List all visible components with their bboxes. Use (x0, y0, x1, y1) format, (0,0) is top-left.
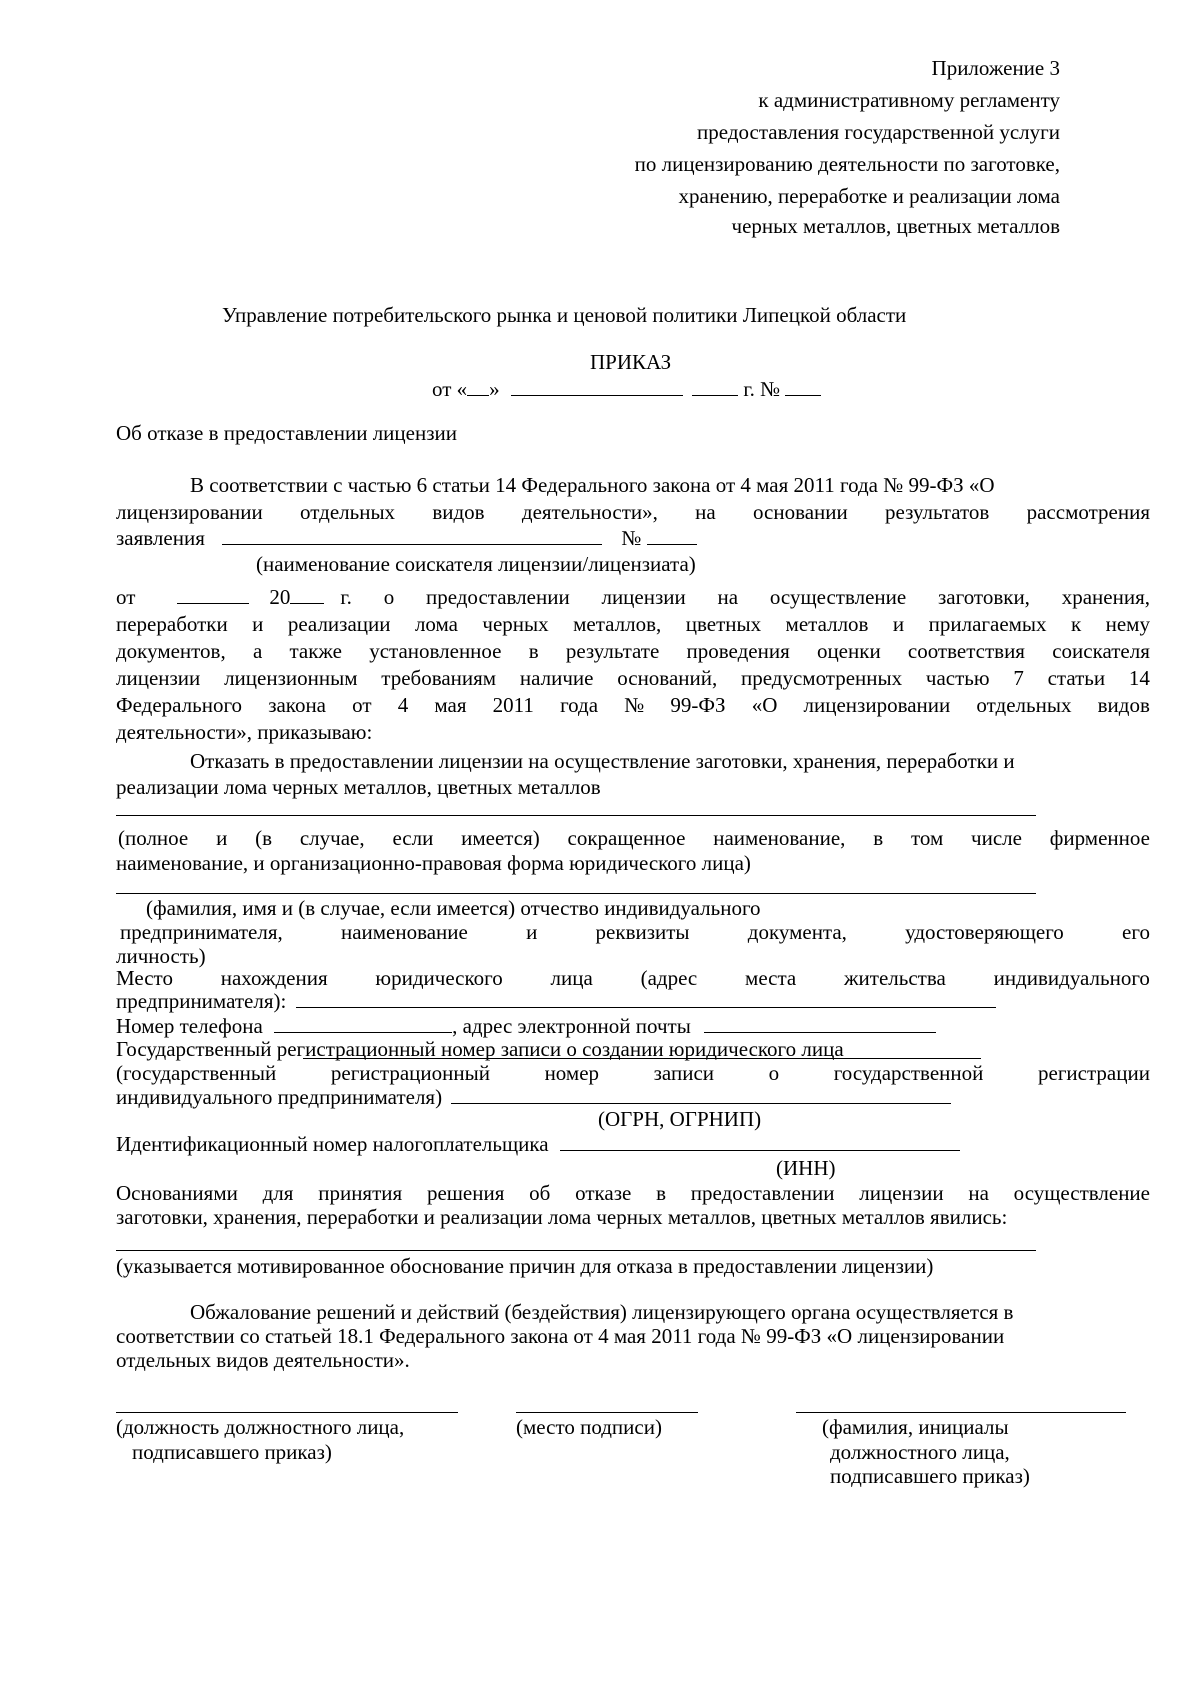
word: числе (971, 826, 1022, 850)
para1-line-5: от 20 г. о предоставлении лицензии на осуществление заготовки, хранения, (116, 585, 1150, 609)
word: видов (1097, 693, 1150, 717)
appendix-line-4: по лицензированию деятельности по заготовке, (634, 152, 1060, 176)
appeal-line-1: Обжалование решений и действий (бездействия) лицензирующего органа осуществляется в (190, 1300, 1014, 1324)
word: № (624, 693, 645, 717)
word: документа, (747, 920, 847, 944)
word: (полное (118, 826, 189, 850)
word: прилагаемых (928, 612, 1047, 636)
appendix-line-5: хранению, переработке и реализации лома (678, 184, 1060, 208)
word: если (392, 826, 434, 850)
word: места (745, 966, 797, 990)
word: (государственный (116, 1061, 277, 1085)
month-blank (511, 377, 683, 396)
order-title: ПРИКАЗ (590, 350, 672, 374)
ogrn-blank (451, 1085, 951, 1104)
word: регистрационный (330, 1061, 490, 1085)
word: и (252, 612, 264, 636)
para2-line-1: Отказать в предоставлении лицензии на осуществление заготовки, хранения, переработки и (190, 749, 1015, 773)
word: 99-ФЗ (670, 693, 726, 717)
word: лома (414, 612, 458, 636)
word: его (1122, 920, 1150, 944)
word: 7 (1013, 666, 1024, 690)
grounds-blank (116, 1250, 1036, 1251)
word: результате (565, 639, 660, 663)
inn-blank (560, 1132, 960, 1151)
word: лицензировании (803, 693, 951, 717)
word: «О (751, 693, 778, 717)
ogrn-line-3: индивидуального предпринимателя) (116, 1085, 951, 1109)
word: от (352, 693, 372, 717)
word: металлов (785, 612, 869, 636)
word: государственной (833, 1061, 984, 1085)
phone-email-line: Номер телефона , адрес электронной почты (116, 1014, 936, 1038)
word: в (873, 826, 884, 850)
para1-line-3: заявления № (116, 526, 697, 550)
word: и (216, 826, 228, 850)
word: наличие (519, 666, 594, 690)
place-signature-blank (516, 1412, 698, 1413)
name-signature-blank (796, 1412, 1126, 1413)
applicant-caption: (наименование соискателя лицензии/лицензиата) (256, 552, 696, 576)
word: реализации (287, 612, 391, 636)
location-blank (296, 989, 996, 1008)
word: предпринимателя, (120, 920, 283, 944)
appendix-line-2: к административному регламенту (758, 88, 1060, 112)
word: частью (925, 666, 990, 690)
word: г. (340, 585, 352, 609)
word: имеется) (461, 826, 540, 850)
word: номер (544, 1061, 600, 1085)
word: о (768, 1061, 780, 1085)
word: индивидуального (993, 966, 1150, 990)
word: лицензии (601, 585, 686, 609)
word: реквизиты (595, 920, 690, 944)
word: отдельных (300, 500, 396, 524)
word: оценки (816, 639, 881, 663)
authority-name: Управление потребительского рынка и ценовой политики Липецкой области (222, 303, 907, 327)
appeal-line-2: соответствии со статьей 18.1 Федерального закона от 4 мая 2011 года № 99-ФЗ «О лицензировании (116, 1324, 1005, 1348)
word: Основаниями (116, 1181, 238, 1205)
word: предоставлении (690, 1181, 835, 1205)
word: принятия (318, 1181, 403, 1205)
word: (в (255, 826, 273, 850)
word: юридического (375, 966, 503, 990)
grounds-caption: (указывается мотивированное обоснование причин для отказа в предоставлении лицензии) (116, 1254, 934, 1278)
word: хранения, (1061, 585, 1150, 609)
individual-caption-1: (фамилия, имя и (в случае, если имеется) отчество индивидуального (146, 896, 761, 920)
word: требованиям (381, 666, 497, 690)
word: отказе (575, 1181, 632, 1205)
word: наименование, (713, 826, 846, 850)
word: соискателя (1052, 639, 1150, 663)
word: документов, (116, 639, 226, 663)
word: для (262, 1181, 294, 1205)
inn-caption: (ИНН) (776, 1156, 836, 1180)
word: об (529, 1181, 551, 1205)
word: деятельности», (521, 500, 658, 524)
word: наименование (340, 920, 468, 944)
word: соответствия (907, 639, 1025, 663)
word: регистрации (1038, 1061, 1150, 1085)
ogrn-caption: (ОГРН, ОГРНИП) (598, 1107, 762, 1131)
day-blank (467, 377, 489, 396)
legal-entity-blank (116, 815, 1036, 816)
word: а (252, 639, 263, 663)
para1-line-2 (116, 500, 1150, 524)
place-caption: (место подписи) (516, 1415, 662, 1439)
word: видов (432, 500, 485, 524)
position-caption-2: подписавшего приказ) (132, 1440, 332, 1464)
name-caption-2: должностного лица, (830, 1440, 1010, 1464)
position-signature-blank (116, 1412, 458, 1413)
word: проведения (686, 639, 790, 663)
grounds-line-1 (116, 1181, 1150, 1205)
word: рассмотрения (1026, 500, 1150, 524)
word: в (656, 1181, 667, 1205)
individual-caption-3: личность) (116, 944, 206, 968)
phone-blank (274, 1014, 452, 1033)
appendix-line-3: предоставления государственной услуги (697, 120, 1060, 144)
word: лица (550, 966, 593, 990)
word: решения (426, 1181, 505, 1205)
word: в (528, 639, 539, 663)
word: основании (752, 500, 848, 524)
email-blank (704, 1014, 936, 1033)
word: жительства (844, 966, 946, 990)
word: нахождения (220, 966, 328, 990)
word: (адрес (640, 966, 698, 990)
word: лицензии (116, 666, 201, 690)
legal-entity-caption-1 (118, 826, 1150, 850)
grounds-line-2: заготовки, хранения, переработки и реализации лома черных металлов, цветных металлов явились: (116, 1205, 1008, 1229)
word: фирменное (1049, 826, 1150, 850)
para1-line-6 (116, 612, 1150, 636)
word: установленное (369, 639, 502, 663)
word: и (526, 920, 538, 944)
para1-line-8 (116, 666, 1150, 690)
individual-caption-2 (120, 920, 1150, 944)
year-suffix-blank (290, 585, 324, 604)
para2-line-2: реализации лома черных металлов, цветных металлов (116, 775, 601, 799)
applicant-blank (222, 526, 602, 545)
word: на (695, 500, 716, 524)
appeal-line-3: отдельных видов деятельности». (116, 1348, 410, 1372)
inn-line: Идентификационный номер налогоплательщика (116, 1132, 960, 1156)
word: предоставлении (425, 585, 570, 609)
word: мая (434, 693, 467, 717)
word: 4 (397, 693, 409, 717)
word: лицензионным (224, 666, 358, 690)
legal-entity-caption-2: наименование, и организационно-правовая форма юридического лица) (116, 851, 751, 875)
word: Место (116, 966, 173, 990)
ogrn-line-1: Государственный регистрационный номер записи о создании юридического лица (116, 1037, 844, 1061)
word: года (560, 693, 599, 717)
date-blank (177, 585, 249, 604)
word: лицензии (859, 1181, 944, 1205)
word: к (1070, 612, 1082, 636)
word: удостоверяющего (905, 920, 1064, 944)
individual-blank (116, 893, 1036, 894)
word: и (892, 612, 905, 636)
word: о (383, 585, 395, 609)
position-caption-1: (должность должностного лица, (116, 1415, 405, 1439)
para1-line-10: деятельности», приказываю: (116, 720, 373, 744)
appendix-line-1: Приложение 3 (931, 56, 1060, 80)
location-line-2: предпринимателя): (116, 989, 996, 1013)
word: записи (653, 1061, 714, 1085)
word: переработки (116, 612, 228, 636)
word: 2011 (492, 693, 534, 717)
word: предусмотренных (741, 666, 903, 690)
word: черных (482, 612, 549, 636)
order-date-line: от « » г. № (432, 377, 821, 401)
application-number-blank (647, 526, 697, 545)
word: металлов, (573, 612, 662, 636)
word: также (289, 639, 342, 663)
word: закона (268, 693, 326, 717)
order-subject: Об отказе в предоставлении лицензии (116, 421, 457, 445)
word: результатов (885, 500, 990, 524)
para1-line-1: В соответствии с частью 6 статьи 14 Федерального закона от 4 мая 2011 года № 99-ФЗ «О (190, 473, 995, 497)
word: цветных (685, 612, 762, 636)
word: случае, (299, 826, 365, 850)
word: на (968, 1181, 989, 1205)
number-blank (785, 377, 821, 396)
para1-line-9 (116, 693, 1150, 717)
ogrn-underline (303, 1058, 981, 1059)
word: 14 (1128, 666, 1150, 690)
word: лицензировании (116, 500, 263, 524)
para1-line-7 (116, 639, 1150, 663)
word: заготовки, (938, 585, 1030, 609)
word: сокращенное (567, 826, 686, 850)
word: нему (1105, 612, 1150, 636)
location-line-1 (116, 966, 1150, 990)
name-caption-3: подписавшего приказ) (830, 1464, 1030, 1488)
word: отдельных (976, 693, 1072, 717)
word: том (910, 826, 944, 850)
word: оснований, (617, 666, 718, 690)
word: Федерального (116, 693, 243, 717)
word: статьи (1047, 666, 1106, 690)
word: на (717, 585, 739, 609)
year-blank (692, 377, 738, 396)
ogrn-line-2 (116, 1061, 1150, 1085)
word: осуществление (1013, 1181, 1150, 1205)
name-caption-1: (фамилия, инициалы (822, 1415, 1009, 1439)
appendix-line-6: черных металлов, цветных металлов (731, 214, 1060, 238)
word: осуществление (769, 585, 907, 609)
